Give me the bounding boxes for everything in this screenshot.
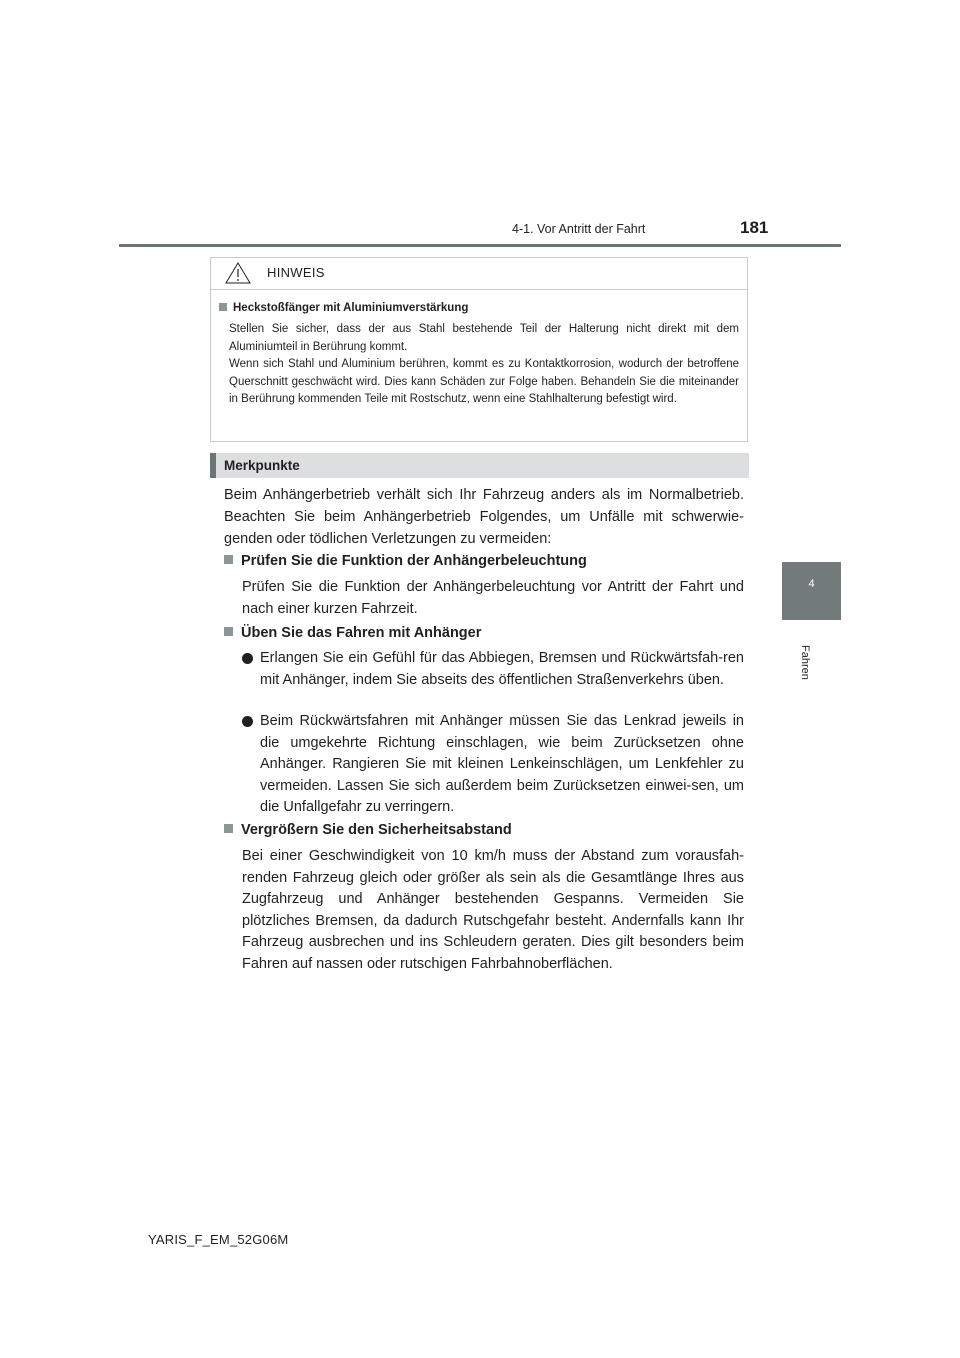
page-number: 181 [740,218,769,237]
merkpunkte-accent [210,453,216,478]
bullet-dot-icon [242,716,253,727]
section-heading [224,822,512,838]
document-code: YARIS_F_EM_52G06M [148,1232,289,1247]
bullet-dot-icon [242,653,253,664]
section-text [242,577,744,620]
notice-paragraph: Wenn sich Stahl und Aluminium berühren, kommt es zu Kontaktkorrosion, wodurch der betroffene Querschnitt geschwächt wird. Dies kann Schäden zur Folge haben. Behandeln Sie die miteinander in Berührung kommenden Teile mit Rostschutz, wenn eine Stahlhalterung befestigt wird. [229,358,739,405]
section-text [242,846,744,975]
square-bullet-icon [224,824,233,833]
chapter-label: Fahren [799,645,811,680]
intro-paragraph [224,484,744,550]
section-heading-text: Üben Sie das Fahren mit Anhänger [241,625,482,641]
section-heading-text: Prüfen Sie die Funktion der Anhängerbeleuchtung [241,553,587,569]
list-item-paragraph: Beim Rückwärtsfahren mit Anhänger müssen Sie das Lenkrad jeweils in die umgekehrte Richtung einschlagen, wie beim Zurücksetzen ohne Anhänger. Rangieren Sie mit kleinen Lenkeinschlägen, um Lenkfehler zu vermeiden. Lassen Sie sich außerdem beim Zurücksetzen einwei-sen, um die Unfallgefahr zu verringern. [260,713,744,815]
notice-subtitle-text: Heckstoßfänger mit Aluminiumverstärkung [233,302,469,314]
section-heading [224,625,481,641]
notice-box [210,257,748,442]
notice-subtitle [219,302,468,314]
chapter-number: 4 [808,578,815,590]
list-item-text [260,711,744,819]
section-paragraph: Prüfen Sie die Funktion der Anhängerbeleuchtung vor Antritt der Fahrt und nach einer kurzen Fahrzeit. [242,579,744,617]
notice-header [211,258,747,290]
header-rule [119,244,841,247]
list-item-text [260,648,744,691]
warning-triangle-icon [225,262,251,284]
notice-title: HINWEIS [267,265,325,280]
square-bullet-icon [219,303,227,311]
section-title: 4-1. Vor Antritt der Fahrt [512,222,646,236]
merkpunkte-title: Merkpunkte [224,458,300,473]
square-bullet-icon [224,555,233,564]
list-item-paragraph: Erlangen Sie ein Gefühl für das Abbiegen, Bremsen und Rückwärtsfah-ren mit Anhänger, indem Sie abseits des öffentlichen Straßenverkehrs üben. [260,650,744,688]
square-bullet-icon [224,627,233,636]
intro-text: Beim Anhängerbetrieb verhält sich Ihr Fahrzeug anders als im Normalbetrieb. Beachten Sie beim Anhängerbetrieb Folgendes, um Unfälle mit schwerwie-genden oder tödlichen Verletzungen zu vermeiden: [224,487,744,547]
chapter-tab [782,562,841,620]
section-heading-text: Vergrößern Sie den Sicherheitsabstand [241,822,512,838]
notice-body [229,321,739,409]
section-paragraph: Bei einer Geschwindigkeit von 10 km/h muss der Abstand zum vorausfah-renden Fahrzeug gleich oder größer als sein als die Gesamtlänge Ihres aus Zugfahrzeug und Anhänger bestehenden Gespanns. Vermeiden Sie plötzliches Bremsen, da dadurch Rutschgefahr besteht. Andernfalls kann Ihr Fahrzeug ausbrechen und ins Schleudern geraten. Dies gilt besonders beim Fahren auf nassen oder rutschigen Fahrbahnoberflächen. [242,848,744,972]
section-heading [224,553,587,569]
notice-paragraph: Stellen Sie sicher, dass der aus Stahl bestehende Teil der Halterung nicht direkt mit dem Aluminiumteil in Berührung kommt. [229,323,739,353]
